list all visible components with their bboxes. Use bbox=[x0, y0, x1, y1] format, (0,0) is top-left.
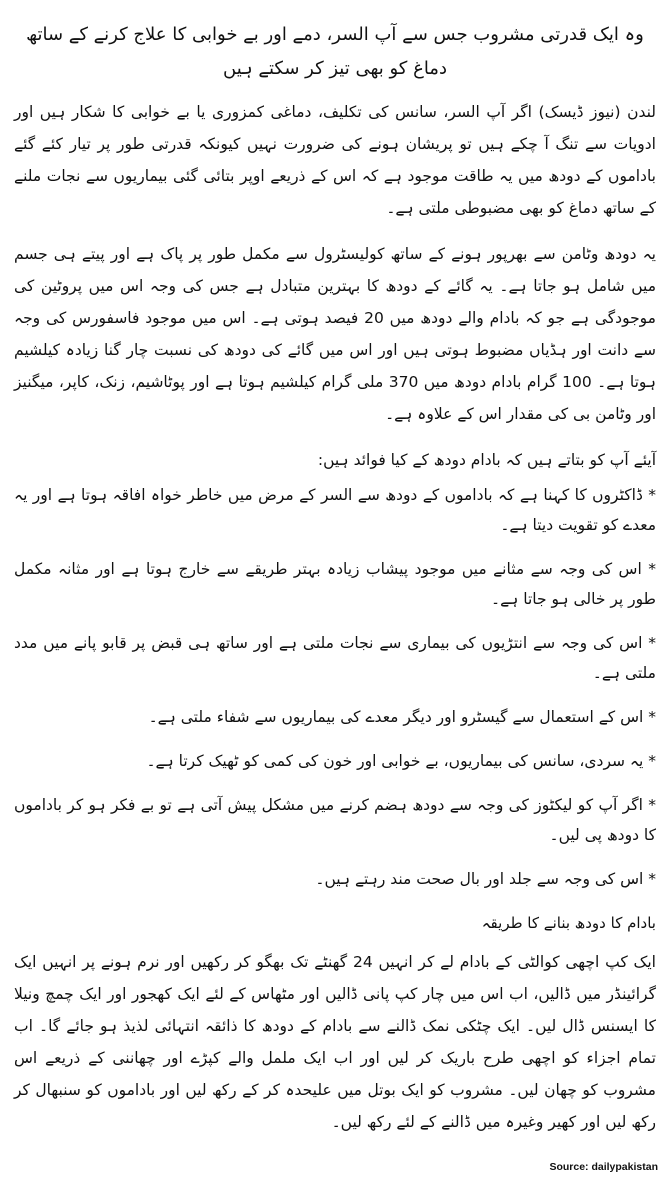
recipe-paragraph: ایک کپ اچھی کوالٹی کے بادام لے کر انہیں 24 گھنٹے تک بھگو کر رکھیں اور نرم ہونے پر انہیں ایک گرائینڈر میں ڈالیں، اب اس میں چار کپ پانی ڈالیں اور مٹھاس کے لئے ایک کھجور اور ایک چمچ ونیلا کا ایسنس ڈال لیں۔ ایک چٹکی نمک ڈالنے سے بادام کے دودھ کا ذائقہ انتہائی لذیذ ہو جائے گا۔ اب تمام اجزاء کو اچھی طرح باریک کر لیں اور اب ایک ململ والے کپڑے اور چھاننی کے ذریعے اس مشروب کو چھان لیں۔ مشروب کو ایک بوتل میں علیحدہ کر کے رکھ لیں اور باداموں کو سنبھال کر رکھ لیں اور کھیر وغیرہ میں ڈالنے کے لئے رکھ لیں۔ bbox=[14, 953, 656, 1131]
list-item: * اگر آپ کو لیکٹوز کی وجہ سے دودھ ہضم کرنے میں مشکل پیش آتی ہے تو بے فکر ہو کر باداموں کا دودھ پی لیں۔ bbox=[14, 796, 656, 844]
list-item: * یہ سردی، سانس کی بیماریوں، بے خوابی اور خون کی کمی کو ٹھیک کرتا ہے۔ bbox=[146, 752, 656, 770]
article-headline: وہ ایک قدرتی مشروب جس سے آپ السر، دمے اور بے خوابی کا علاج کرنے کے ساتھ دماغ کو بھی تیز کر سکتے ہیں bbox=[26, 24, 644, 79]
list-item: * اس کی وجہ سے مثانے میں موجود پیشاب زیادہ بہتر طریقے سے خارج ہوتا ہے اور مثانہ مکمل طور پر خالی ہو جاتا ہے۔ bbox=[14, 560, 656, 608]
benefits-intro: آیئے آپ کو بتاتے ہیں کہ بادام دودھ کے کیا فوائد ہیں: bbox=[317, 451, 656, 469]
body-paragraph: یہ دودھ وٹامن سے بھرپور ہونے کے ساتھ کولیسٹرول سے مکمل طور پر پاک ہے اور پیتے ہی جسم میں شامل ہو جاتا ہے۔ یہ گائے کے دودھ کا بہترین متبادل ہے جس کی وجہ اس میں پروٹین کی موجودگی ہے جو کہ بادام والے دودھ میں 20 فیصد ہوتی ہے۔ اس میں موجود فاسفورس کی وجہ سے دانت اور ہڈیاں مضبوط ہوتی ہیں اور اس میں گائے کی دودھ کی نسبت چار گنا زیادہ کیلشیم ہوتا ہے۔ 100 گرام بادام دودھ میں 370 ملی گرام کیلشیم ہوتا ہے اور پوٹاشیم، زنک، کاپر، میگنیز اور وٹامن بی کی مقدار اس کے علاوہ ہے۔ bbox=[14, 245, 657, 423]
list-item: * اس کی وجہ سے جلد اور بال صحت مند رہتے ہیں۔ bbox=[315, 870, 656, 888]
recipe-heading: بادام کا دودھ بنانے کا طریقہ bbox=[481, 914, 656, 932]
benefits-list bbox=[14, 480, 656, 894]
intro-paragraph: لندن (نیوز ڈیسک) اگر آپ السر، سانس کی تکلیف، دماغی کمزوری یا بے خوابی کا شکار ہیں اور ادویات سے تنگ آ چکے ہیں تو پریشان ہونے کی ضرورت نہیں کیونکہ قدرتی طور پر تیار کئے گئے باداموں کے دودھ میں یہ طاقت موجود ہے کہ اس کے ذریعے اوپر بتائی گئی بیماریوں سے نجات ملنے کے ساتھ دماغ کو بھی مضبوطی ملتی ہے۔ bbox=[14, 103, 656, 217]
list-item: * ڈاکٹروں کا کہنا ہے کہ باداموں کے دودھ سے السر کے مرض میں خاطر خواہ افاقہ ہوتا ہے اور یہ معدے کو تقویت دیتا ہے۔ bbox=[14, 486, 656, 534]
list-item: * اس کے استعمال سے گیسٹرو اور دیگر معدے کی بیماریوں سے شفاء ملتی ہے۔ bbox=[148, 708, 656, 726]
source-credit: Source: dailypakistan bbox=[549, 1161, 658, 1173]
list-item: * اس کی وجہ سے انتڑیوں کی بیماری سے نجات ملتی ہے اور ساتھ ہی قبض پر قابو پانے میں مدد ملتی ہے۔ bbox=[14, 634, 656, 682]
